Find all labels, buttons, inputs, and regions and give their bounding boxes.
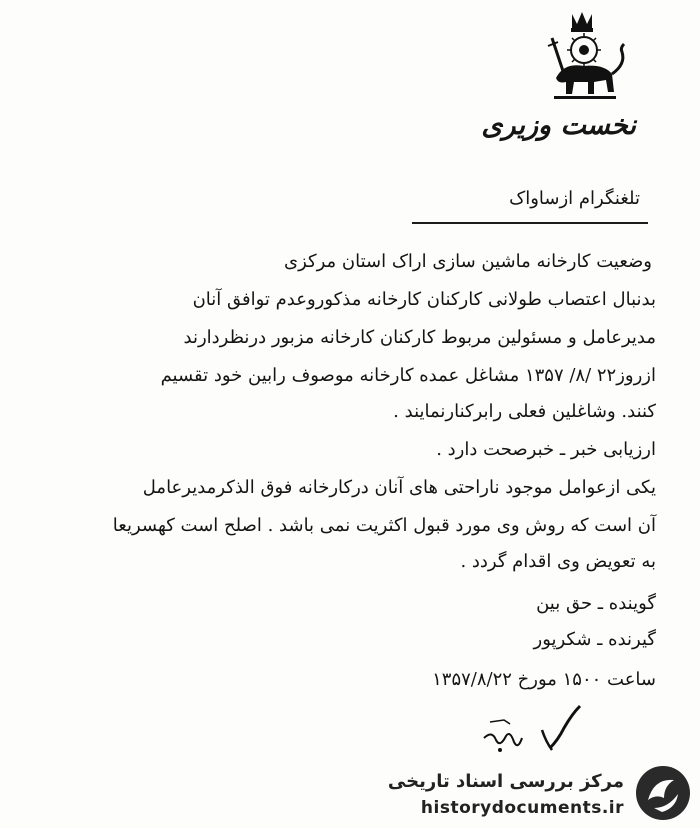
body-line: ارزیابی خبر ـ خبرصحت دارد . [436,439,656,460]
body-line: ازروز۲۲ /۸/ ۱۳۵۷ مشاغل عمده کارخانه موصوف رابین خود تقسیم [160,365,656,386]
body-line: کنند. وشاغلین فعلی رابرکنارنمایند . [393,401,656,422]
handwritten-signature-icon [480,700,590,760]
lion-and-sun-emblem-icon [534,8,630,104]
subject-underline [412,222,648,224]
archive-center-name: مرکز بررسی اسناد تاریخی [387,771,624,792]
body-line: ساعت ۱۵۰۰ مورخ ۱۳۵۷/۸/۲۲ [432,669,656,690]
body-line: بدنبال اعتصاب طولانی کارکنان کارخانه مذکوروعدم توافق آنان [192,289,656,310]
document-subject: تلغنگرام ازساواک [509,188,640,209]
body-line: به تعویض وی اقدام گردد . [460,551,656,572]
body-line: وضعیت کارخانه ماشین سازی اراک استان مرکزی [284,251,652,272]
office-name: نخست وزیری [481,110,636,141]
archive-url[interactable]: historydocuments.ir [420,798,624,818]
body-line: گیرنده ـ شکرپور [533,629,656,650]
body-line: گوینده ـ حق بین [536,593,656,614]
body-line: یکی ازعوامل موجود ناراحتی های آنان درکارخانه فوق الذکرمدیرعامل [142,477,656,498]
archive-center-logo-icon [634,764,692,822]
body-line: آن است که روش وی مورد قبول اکثریت نمی باشد . اصلح است کهسریعا [112,515,656,536]
body-line: مدیرعامل و مسئولین مربوط کارکنان کارخانه مزبور درنظردارند [183,327,656,348]
